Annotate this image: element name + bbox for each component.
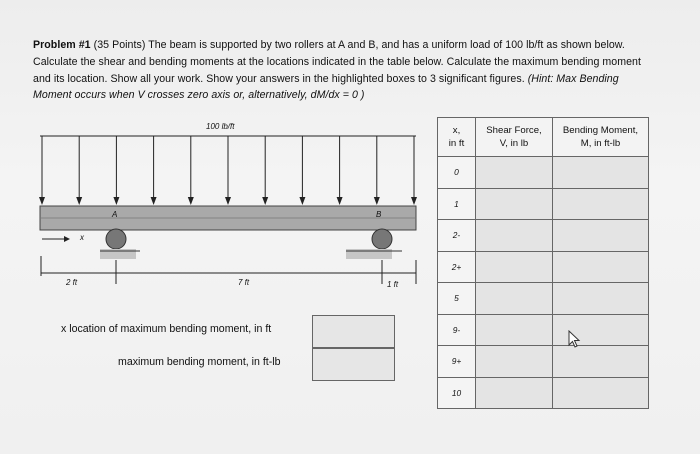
max-moment-label: maximum bending moment, in ft-lb [118, 356, 281, 368]
problem-text: (35 Points) The beam is supported by two rollers at A and B, and has a uniform load of 100 lb/ft as shown below. Calculate the shear and bending moments at the locations indicated in the table below. Calculate the maximum bending moment and its location. Show all your work. Show your answers in the highlighted boxes to 3 significant figures. [33, 39, 641, 85]
table-row [438, 157, 649, 189]
load-arrows [39, 136, 417, 205]
table-row [438, 283, 649, 315]
shear-answer-cell[interactable] [476, 346, 553, 378]
roller-b [372, 229, 392, 249]
header-shear [476, 118, 553, 157]
roller-a [106, 229, 126, 249]
dim-label-middle: 7 ft [238, 278, 250, 287]
mouse-cursor-icon [568, 330, 582, 350]
shear-answer-cell[interactable] [476, 220, 553, 252]
x-axis-arrowhead [64, 236, 70, 242]
problem-lead: Problem #1 [33, 39, 91, 51]
moment-answer-cell[interactable] [553, 377, 649, 409]
table-row [438, 314, 649, 346]
x-value-cell: 1 [438, 188, 476, 220]
x-location-label: x location of maximum bending moment, in ft [61, 323, 272, 335]
x-value-cell: 10 [438, 377, 476, 409]
header-shear-text: Shear Force, V, in lb [486, 125, 542, 149]
moment-answer-cell[interactable] [553, 188, 649, 220]
load-arrow-head [374, 197, 380, 205]
x-value-cell: 5 [438, 283, 476, 315]
moment-answer-cell[interactable] [553, 314, 649, 346]
x-value-cell: 2+ [438, 251, 476, 283]
table-row [438, 188, 649, 220]
header-x-text: x, in ft [448, 125, 465, 149]
beam-diagram [36, 118, 436, 298]
load-arrow-head [262, 197, 268, 205]
shear-answer-cell[interactable] [476, 283, 553, 315]
x-axis-label: x [80, 233, 84, 242]
moment-answer-cell[interactable] [553, 220, 649, 252]
load-arrow-head [337, 197, 343, 205]
problem-statement [33, 37, 653, 104]
problem-hint: (Hint: Max Bending Moment occurs when V crosses zero axis or, alternatively, dM/dx = 0 ) [33, 72, 619, 102]
load-arrow-head [411, 197, 417, 205]
x-value-cell: 9+ [438, 346, 476, 378]
support-b-label: B [376, 210, 382, 219]
x-value-cell: 9- [438, 314, 476, 346]
load-label: 100 lb/ft [206, 122, 235, 131]
header-moment-text: Bending Moment, M, in ft-lb [562, 125, 639, 149]
x-location-answer-box[interactable] [312, 315, 395, 348]
shear-answer-cell[interactable] [476, 188, 553, 220]
load-arrow-head [151, 197, 157, 205]
table-row [438, 251, 649, 283]
support-a-label: A [112, 210, 118, 219]
moment-answer-cell[interactable] [553, 251, 649, 283]
table-row [438, 377, 649, 409]
dim-label-left: 2 ft [66, 278, 78, 287]
load-arrow-head [299, 197, 305, 205]
load-arrow-head [39, 197, 45, 205]
beam-diagram-svg [36, 118, 436, 298]
moment-answer-cell[interactable] [553, 157, 649, 189]
x-value-cell: 0 [438, 157, 476, 189]
table-row [438, 220, 649, 252]
header-moment [553, 118, 649, 157]
load-arrow-head [225, 197, 231, 205]
shear-answer-cell[interactable] [476, 157, 553, 189]
load-arrow-head [188, 197, 194, 205]
moment-answer-cell[interactable] [553, 346, 649, 378]
dim-label-right: 1 ft [387, 280, 399, 289]
load-arrow-head [76, 197, 82, 205]
results-table [437, 117, 649, 409]
shear-answer-cell[interactable] [476, 314, 553, 346]
max-moment-answer-box[interactable] [312, 348, 395, 381]
moment-answer-cell[interactable] [553, 283, 649, 315]
shear-answer-cell[interactable] [476, 251, 553, 283]
header-x [438, 118, 476, 157]
load-arrow-head [113, 197, 119, 205]
table-header-row [438, 118, 649, 157]
table-row [438, 346, 649, 378]
x-value-cell: 2- [438, 220, 476, 252]
shear-answer-cell[interactable] [476, 377, 553, 409]
